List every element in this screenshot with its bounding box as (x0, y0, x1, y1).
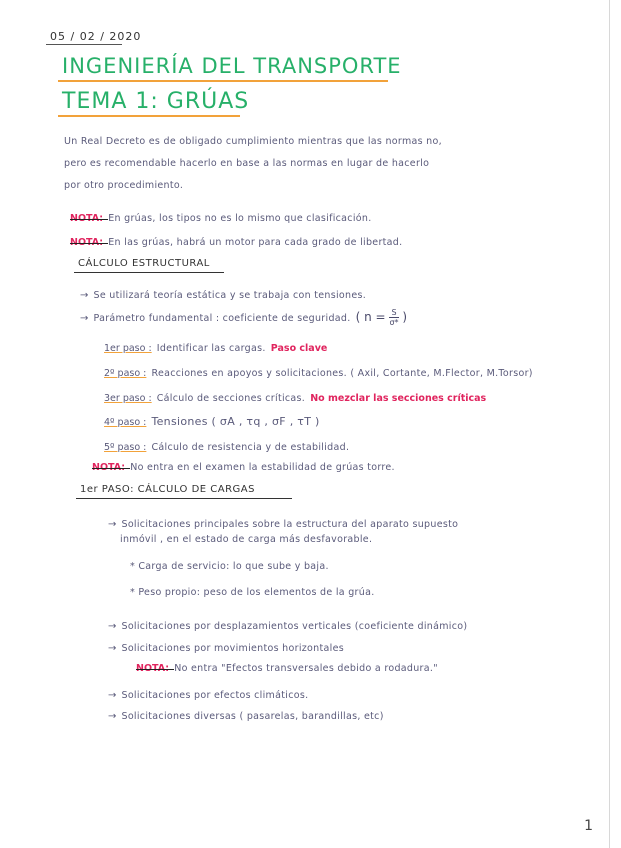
arrow-right-icon: → (80, 313, 89, 324)
bullet-continuation: inmóvil , en el estado de carga más desfavorable. (120, 534, 373, 545)
step-item: 1er paso : Identificar las cargas. Paso clave (104, 343, 328, 354)
bullet-item: → Solicitaciones por movimientos horizontales (108, 643, 344, 654)
note-1 (70, 206, 372, 225)
step-item: 2º paso : Reacciones en apoyos y solicitaciones. ( Axil, Cortante, M.Flector, M.Torsor) (104, 368, 533, 379)
note-label: NOTA: (70, 213, 104, 224)
note-2 (70, 230, 402, 249)
arrow-right-icon: → (108, 690, 117, 701)
intro-line: Un Real Decreto es de obligado cumplimiento mientras que las normas no, (64, 136, 442, 147)
arrow-right-icon: → (108, 519, 117, 530)
bullet-item: → Parámetro fundamental : coeficiente de seguridad. ( n = $\frac{S}{\sigma*}$ ) (80, 308, 408, 327)
arrow-right-icon: → (108, 621, 117, 632)
step-item: 3er paso : Cálculo de secciones críticas. No mezclar las secciones críticas (104, 393, 487, 404)
page-subtitle: TEMA 1: GRÚAS (62, 89, 250, 114)
date: 05 / 02 / 2020 (50, 30, 142, 43)
section-heading: CÁLCULO ESTRUCTURAL (78, 258, 210, 269)
arrow-right-icon: → (80, 290, 89, 301)
note-text: En grúas, los tipos no es lo mismo que clasificación. (108, 213, 372, 224)
subtitle-underline (58, 115, 240, 117)
heading-underline (76, 498, 292, 499)
bullet-item: → Solicitaciones principales sobre la estructura del aparato supuesto (108, 519, 459, 530)
heading-underline (74, 272, 224, 273)
note-text: En las grúas, habrá un motor para cada grado de libertad. (108, 237, 403, 248)
step-item: 4º paso : Tensiones ( σA , τq , σF , τT ) (104, 415, 320, 428)
sub-item: * Peso propio: peso de los elementos de la grúa. (130, 587, 375, 598)
note-underline (136, 669, 174, 670)
bullet-item: → Solicitaciones por desplazamientos verticales (coeficiente dinámico) (108, 621, 468, 632)
bullet-item: → Solicitaciones por efectos climáticos. (108, 690, 309, 701)
page-title: INGENIERÍA DEL TRANSPORTE (62, 54, 402, 78)
intro-line: por otro procedimiento. (64, 180, 184, 191)
section-heading: 1er PASO: CÁLCULO DE CARGAS (80, 484, 255, 495)
note-underline (92, 468, 130, 469)
note-4: NOTA: No entra "Efectos transversales debido a rodadura." (136, 663, 438, 674)
bullet-item: → Solicitaciones diversas ( pasarelas, barandillas, etc) (108, 711, 384, 722)
step-item: 5º paso : Cálculo de resistencia y de estabilidad. (104, 442, 350, 453)
sub-item: * Carga de servicio: lo que sube y baja. (130, 561, 329, 572)
note-label: NOTA: (70, 237, 104, 248)
intro-line: pero es recomendable hacerlo en base a las normas en lugar de hacerlo (64, 158, 430, 169)
note-underline (70, 243, 108, 244)
note-underline (70, 219, 108, 220)
arrow-right-icon: → (108, 643, 117, 654)
note-3: NOTA: No entra en el examen la estabilidad de grúas torre. (92, 462, 395, 473)
date-underline (46, 44, 122, 45)
safety-factor-formula: ( n = $\frac{S}{\sigma*}$ ) (355, 308, 408, 327)
title-underline (58, 80, 388, 82)
page-number: 1 (584, 818, 593, 834)
bullet-item: → Se utilizará teoría estática y se trabaja con tensiones. (80, 290, 367, 301)
arrow-right-icon: → (108, 711, 117, 722)
